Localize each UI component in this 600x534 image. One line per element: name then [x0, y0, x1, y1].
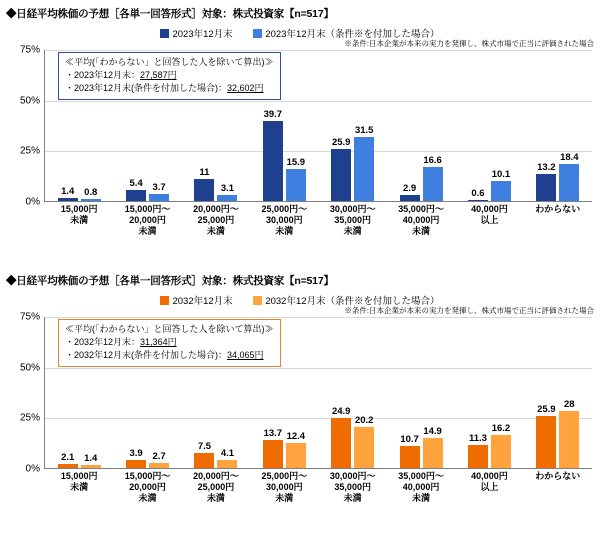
bar-value-label: 39.7 [263, 108, 283, 120]
bar-series1 [331, 136, 351, 201]
bar-value-label: 3.7 [152, 181, 166, 193]
bar-value-label: 3.9 [129, 448, 143, 460]
bar-series1 [263, 428, 283, 468]
bar-group [524, 317, 592, 468]
bar-value-label: 1.4 [61, 186, 75, 198]
bar-series2 [354, 415, 374, 468]
x-axis [44, 201, 592, 202]
bar-value-label: 2.1 [61, 451, 75, 463]
legend-swatch-icon [253, 29, 262, 38]
bar-series2 [559, 399, 579, 468]
callout-heading: ≪平均(「わからない」と回答した人を除いて算出)≫ [65, 324, 274, 334]
callout-line-3: ・2023年12月末(条件を付加した場合)：32,602円 [65, 83, 264, 93]
y-tick-75: 75% [19, 311, 40, 323]
bar-value-label: 24.9 [331, 405, 351, 417]
bar-series1 [194, 166, 214, 201]
panel-1-average-callout [58, 52, 281, 100]
bar-series2 [81, 187, 101, 201]
legend-label: 2023年12月末（条件※を付加した場合） [265, 29, 440, 40]
bar-value-label: 20.2 [354, 415, 374, 427]
bar-value-label: 2.7 [152, 450, 166, 462]
legend-label: 2032年12月末（条件※を付加した場合） [265, 296, 440, 307]
bar-group [524, 50, 592, 201]
x-label-3: 25,000円～ 30,000円 未満 [261, 471, 308, 503]
bar-value-label: 16.6 [423, 155, 442, 167]
bar-series2 [491, 423, 511, 468]
bar-value-label: 4.1 [220, 447, 235, 459]
bar-series2 [286, 430, 306, 468]
bar-value-label: 13.7 [263, 428, 283, 440]
bar-series2 [491, 168, 511, 201]
panel-1-title-text: ◆日経平均株価の予想［各単一回答形式］対象：株式投資家【n=517】 [6, 8, 334, 20]
x-label-4: 30,000円～ 35,000円 未満 [329, 471, 376, 503]
bar-series1 [126, 178, 146, 201]
legend-swatch-icon [160, 29, 169, 38]
bar-value-label: 11 [199, 166, 210, 178]
bar-value-label: 31.5 [354, 125, 374, 137]
bar-series1 [331, 405, 351, 468]
callout-line-2: ・2023年12月末：27,587円 [65, 70, 177, 80]
bar-series2 [286, 156, 306, 201]
bar-series1 [400, 183, 420, 201]
bar-value-label: 16.2 [491, 423, 511, 435]
bar-series2 [81, 453, 101, 468]
bar-value-label: 2.9 [402, 183, 417, 195]
x-label-0: 15,000円 未満 [60, 204, 98, 225]
bar-value-label: 13.2 [537, 162, 556, 174]
bar-series1 [400, 434, 420, 468]
x-label-0: 15,000円 未満 [60, 471, 98, 492]
legend-item-1 [160, 293, 232, 307]
x-label-5: 35,000円～ 40,000円 未満 [398, 471, 444, 503]
bar-value-label: 5.4 [129, 178, 143, 190]
bar-series1 [536, 162, 556, 201]
bar-series1 [58, 186, 78, 201]
bar-value-label: 10.7 [400, 434, 419, 446]
bar-group [387, 50, 455, 201]
bar-value-label: 12.4 [286, 430, 306, 442]
y-tick-75: 75% [19, 44, 40, 56]
bar-value-label: 3.1 [220, 182, 235, 194]
x-label-6: 40,000円 以上 [471, 204, 508, 225]
bar-value-label: 10.1 [491, 168, 511, 180]
bar-value-label: 15.9 [286, 156, 306, 168]
bar-series2 [217, 447, 237, 468]
bar-series1 [468, 187, 488, 201]
x-label-7: わからない [535, 471, 581, 481]
y-tick-25: 25% [19, 412, 40, 424]
legend-swatch-icon [253, 296, 262, 305]
bar-series2 [354, 125, 374, 201]
bar-series2 [217, 182, 237, 201]
legend-label: 2032年12月末 [172, 296, 233, 307]
bar-value-label: 1.4 [84, 453, 98, 465]
panel-2-title-text: ◆日経平均株価の予想［各単一回答形式］対象：株式投資家【n=517】 [6, 275, 334, 287]
y-tick-50: 50% [19, 95, 40, 107]
legend-swatch-icon [160, 296, 169, 305]
bar-group [319, 50, 387, 201]
x-label-4: 30,000円～ 35,000円 未満 [329, 204, 376, 236]
bar-series1 [126, 448, 146, 468]
bar-series1 [58, 451, 78, 468]
bar-series2 [559, 151, 579, 201]
panel-1-x-labels [45, 204, 592, 237]
x-label-1: 15,000円～ 20,000円 未満 [124, 204, 171, 236]
x-label-2: 20,000円～ 25,000円 未満 [193, 204, 239, 236]
bar-value-label: 0.8 [84, 187, 98, 199]
bar-value-label: 28 [564, 399, 575, 411]
legend-item-1 [160, 26, 232, 40]
panel-1-title [6, 6, 334, 21]
bar-series1 [263, 108, 283, 201]
bar-series2 [149, 450, 169, 468]
bar-series2 [423, 425, 443, 468]
x-label-7: わからない [535, 204, 581, 214]
x-label-1: 15,000円～ 20,000円 未満 [124, 471, 171, 503]
callout-heading: ≪平均(「わからない」と回答した人を除いて算出)≫ [65, 57, 274, 67]
y-tick-0: 0% [25, 463, 40, 475]
bar-group [455, 50, 523, 201]
panel-2-average-callout [58, 319, 281, 367]
bar-value-label: 25.9 [331, 136, 351, 148]
bar-value-label: 18.4 [560, 151, 579, 163]
x-label-2: 20,000円～ 25,000円 未満 [193, 471, 239, 503]
x-label-3: 25,000円～ 30,000円 未満 [261, 204, 308, 236]
panel-2-legend-note: ※条件:日本企業が本来の実力を発揮し、株式市場で正当に評価された場合 [344, 306, 594, 315]
bar-series2 [149, 181, 169, 202]
x-axis [44, 468, 592, 469]
panel-1-legend-note: ※条件:日本企業が本来の実力を発揮し、株式市場で正当に評価された場合 [344, 39, 594, 48]
bar-group [319, 317, 387, 468]
y-tick-50: 50% [19, 362, 40, 374]
legend-label: 2023年12月末 [172, 29, 233, 40]
bar-group [455, 317, 523, 468]
bar-series1 [194, 440, 214, 468]
chart-panel-2 [0, 267, 600, 534]
y-tick-25: 25% [19, 145, 40, 157]
y-tick-0: 0% [25, 196, 40, 208]
bar-group [387, 317, 455, 468]
bar-value-label: 14.9 [423, 425, 442, 437]
bar-value-label: 0.6 [471, 187, 485, 199]
x-label-5: 35,000円～ 40,000円 未満 [398, 204, 444, 236]
bar-series1 [536, 403, 556, 468]
bar-series1 [468, 433, 488, 468]
panel-2-title [6, 273, 334, 288]
x-label-6: 40,000円 以上 [471, 471, 508, 492]
bar-value-label: 7.5 [197, 440, 212, 452]
panel-2-x-labels [45, 471, 592, 504]
bar-series2 [423, 155, 443, 201]
bar-value-label: 25.9 [537, 403, 556, 415]
bar-value-label: 11.3 [468, 433, 487, 445]
callout-line-3: ・2032年12月末(条件を付加した場合)：34,065円 [65, 350, 264, 360]
callout-line-2: ・2032年12月末：31,364円 [65, 337, 177, 347]
